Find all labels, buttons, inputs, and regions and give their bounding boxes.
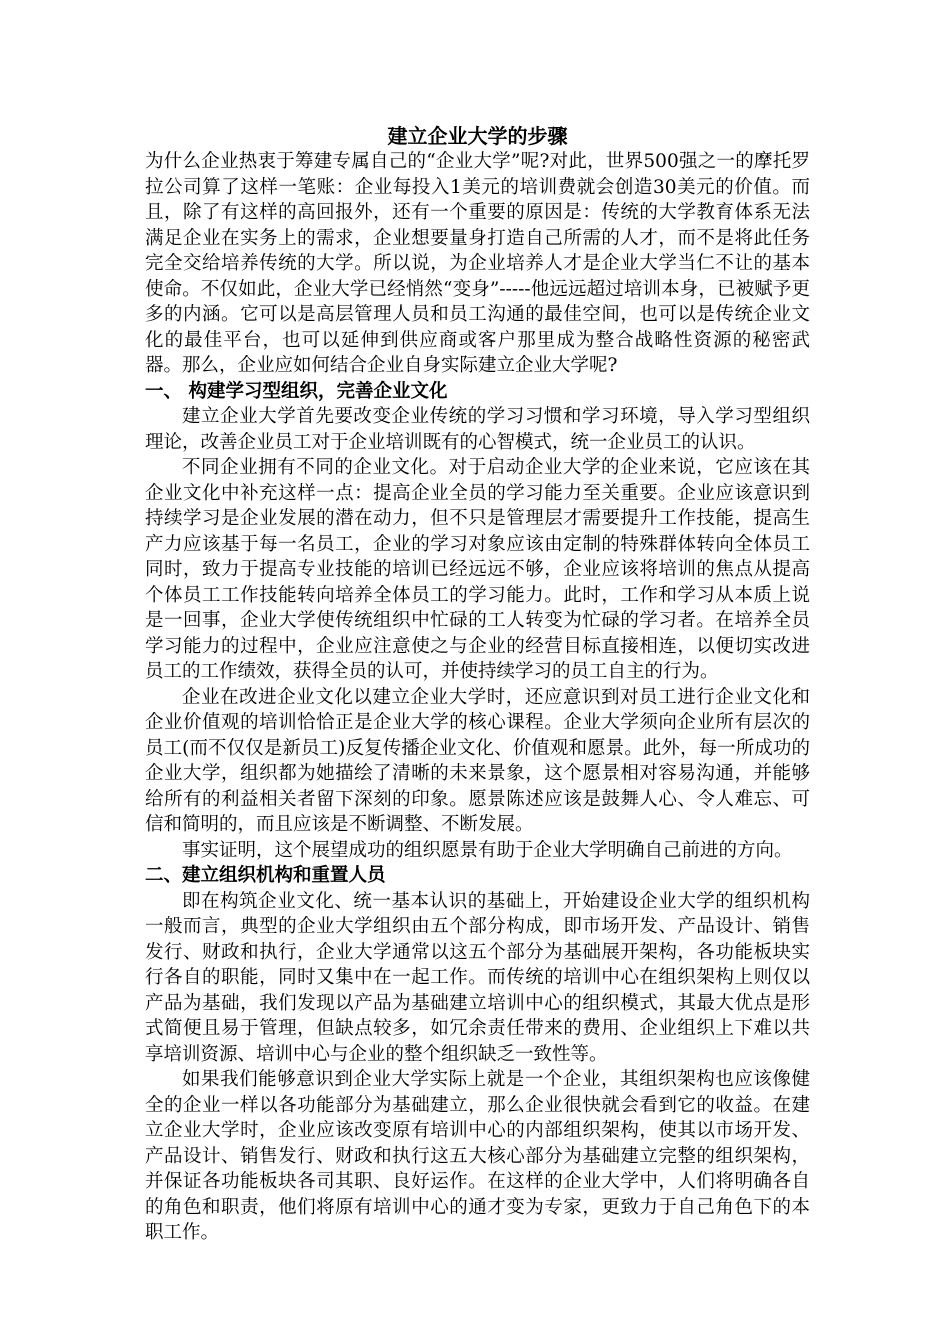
- section-heading: 二、建立组织机构和重置人员: [145, 865, 386, 886]
- section-heading: 一、 构建学习型组织，完善企业文化: [145, 380, 448, 402]
- intro-paragraph: 为什么企业热衷于筹建专属自己的“企业大学”呢?对此，世界500强之一的摩托罗拉公司算了这样一笔账：企业每投入1美元的培训费就会创造30美元的价值。而且，除了有这样的高回报外，还有一个重要的原因是：传统的大学教育体系无法满足企业在实务上的需求，企业想要量身打造自己所需的人才，而不是将此任务完全交给培养传统的大学。所以说，为企业培养人才是企业大学当仁不让的基本使命。不仅如此，企业大学已经悄然“变身”-----他远远超过培训本身，已被赋予更多的内涵。它可以是高层管理人员和员工沟通的最佳空间，也可以是传统企业文化的最佳平台，也可以延伸到供应商或客户那里成为整合战略性资源的秘密武器。那么，企业应如何结合企业自身实际建立企业大学呢?: [145, 151, 810, 376]
- section-2: [145, 863, 810, 1246]
- body-paragraph: 建立企业大学首先要改变企业传统的学习习惯和学习环境，导入学习型组织理论，改善企业员工对于企业培训既有的心智模式，统一企业员工的认识。: [145, 406, 810, 453]
- body-paragraph: 企业在改进企业文化以建立企业大学时，还应意识到对员工进行企业文化和企业价值观的培训恰恰正是企业大学的核心课程。企业大学须向企业所有层次的员工(而不仅仅是新员工)反复传播企业文化、价值观和愿景。此外，每一所成功的企业大学，组织都为她描绘了清晰的未来景象，这个愿景相对容易沟通，并能够给所有的利益相关者留下深刻的印象。愿景陈述应该是鼓舞人心、令人难忘、可信和简明的，而且应该是不断调整、不断发展。: [145, 686, 810, 835]
- body-paragraph: 如果我们能够意识到企业大学实际上就是一个企业，其组织架构也应该像健全的企业一样以各功能部分为基础建立，那么企业很快就会看到它的收益。在建立企业大学时，企业应该改变原有培训中心的内部组织架构，使其以市场开发、产品设计、销售发行、财政和执行这五大核心部分为基础建立完整的组织架构，并保证各功能板块各司其职、良好运作。在这样的企业大学中，人们将明确各自的角色和职责，他们将原有培训中心的通才变为专家，更致力于自己角色下的本职工作。: [145, 1069, 810, 1243]
- body-paragraph: 即在构筑企业文化、统一基本认识的基础上，开始建设企业大学的组织机构一般而言，典型的企业大学组织由五个部分构成，即市场开发、产品设计、销售发行、财政和执行，企业大学通常以这五个部分为基础展开架构，各功能板块实行各自的职能，同时又集中在一起工作。而传统的培训中心在组织架构上则仅以产品为基础，我们发现以产品为基础建立培训中心的组织模式，其最大优点是形式简便且易于管理，但缺点较多，如冗余责任带来的费用、企业组织上下难以共享培训资源、培训中心与企业的整个组织缺乏一致性等。: [145, 890, 810, 1065]
- document-body: [145, 123, 810, 1246]
- document-title: 建立企业大学的步骤: [387, 124, 568, 148]
- section-1: [145, 379, 810, 864]
- body-paragraph: 事实证明，这个展望成功的组织愿景有助于企业大学明确自己前进的方向。: [182, 839, 793, 861]
- body-paragraph: 不同企业拥有不同的企业文化。对于启动企业大学的企业来说，它应该在其企业文化中补充这样一点：提高企业全员的学习能力至关重要。企业应该意识到持续学习是企业发展的潜在动力，但不只是管理层才需要提升工作技能，提高生产力应该基于每一名员工，企业的学习对象应该由定制的特殊群体转向全体员工同时，致力于提高专业技能的培训已经远远不够，企业应该将培训的焦点从提高个体员工工作技能转向培养全体员工的学习能力。此时，工作和学习从本质上说是一回事，企业大学使传统组织中忙碌的工人转变为忙碌的学习者。在培养全员学习能力的过程中，企业应注意使之与企业的经营目标直接相连，以便切实改进员工的工作绩效，获得全员的认可，并使持续学习的员工自主的行为。: [145, 457, 810, 682]
